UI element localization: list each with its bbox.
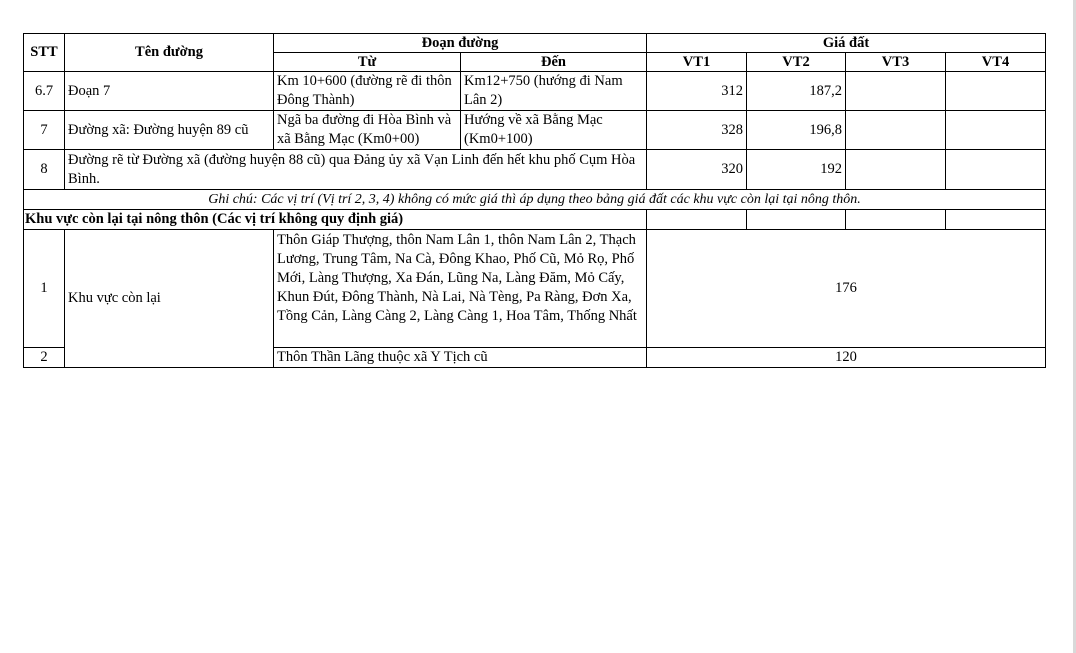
row-vt2: 192 — [747, 150, 846, 190]
header-doan-duong: Đoạn đường — [274, 34, 647, 53]
header-tu: Từ — [274, 53, 461, 72]
note-row — [24, 190, 1046, 210]
row-den: Hướng về xã Bằng Mạc (Km0+100) — [461, 111, 647, 150]
row-price: 176 — [647, 230, 1046, 348]
row-tu: Ngã ba đường đi Hòa Bình và xã Bằng Mạc (Km0+00) — [274, 111, 461, 150]
row-stt: 7 — [24, 111, 65, 150]
note-text: Ghi chú: Các vị trí (Vị trí 2, 3, 4) không có mức giá thì áp dụng theo bảng giá đất các khu vực còn lại tại nông thôn. — [24, 190, 1046, 210]
row-den: Km12+750 (hướng đi Nam Lân 2) — [461, 72, 647, 111]
header-den: Đến — [461, 53, 647, 72]
row-ten-duong: Đoạn 7 — [65, 72, 274, 111]
header-row-1 — [24, 34, 1046, 53]
header-stt: STT — [24, 34, 65, 72]
row-vt4 — [946, 150, 1046, 190]
row-price: 120 — [647, 348, 1046, 368]
section-title: Khu vực còn lại tại nông thôn (Các vị trí không quy định giá) — [24, 210, 647, 230]
row-vt4 — [946, 72, 1046, 111]
row-vt1: 328 — [647, 111, 747, 150]
row-vt3 — [846, 72, 946, 111]
row-ten-duong: Đường rẽ từ Đường xã (đường huyện 88 cũ) qua Đảng ủy xã Vạn Linh đến hết khu phố Cụm Hòa Bình. — [65, 150, 647, 190]
row-vt3 — [846, 111, 946, 150]
row-description: Thôn Giáp Thượng, thôn Nam Lân 1, thôn Nam Lân 2, Thạch Lương, Trung Tâm, Na Cà, Đông Khao, Phố Cũ, Mỏ Rọ, Phố Mới, Làng Thượng, Xa Đán, Lũng Na, Làng Đăm, Mỏ Cấy, Khun Đút, Đông Thành, Nà Lai, Nà Tèng, Pa Ràng, Đơn Xa, Tồng Cản, Làng Càng 2, Làng Càng 1, Hoa Tâm, Thống Nhất — [274, 230, 647, 348]
table-row — [24, 230, 1046, 348]
row-vt2: 187,2 — [747, 72, 846, 111]
row-vt1: 320 — [647, 150, 747, 190]
section-vt3-empty — [846, 210, 946, 230]
header-vt1: VT1 — [647, 53, 747, 72]
section-header-row — [24, 210, 1046, 230]
row-vt4 — [946, 111, 1046, 150]
section-vt4-empty — [946, 210, 1046, 230]
section-vt1-empty — [647, 210, 747, 230]
header-ten-duong: Tên đường — [65, 34, 274, 72]
row-ten-duong: Đường xã: Đường huyện 89 cũ — [65, 111, 274, 150]
header-vt3: VT3 — [846, 53, 946, 72]
row-stt: 8 — [24, 150, 65, 190]
header-vt2: VT2 — [747, 53, 846, 72]
row-description: Thôn Thần Lãng thuộc xã Y Tịch cũ — [274, 348, 647, 368]
land-price-table — [23, 33, 1046, 368]
header-vt4: VT4 — [946, 53, 1046, 72]
table-row — [24, 150, 1046, 190]
section-vt2-empty — [747, 210, 846, 230]
row-stt: 2 — [24, 348, 65, 368]
table-row — [24, 111, 1046, 150]
row-stt: 1 — [24, 230, 65, 348]
table-row — [24, 72, 1046, 111]
row-tu: Km 10+600 (đường rẽ đi thôn Đông Thành) — [274, 72, 461, 111]
row-vt3 — [846, 150, 946, 190]
header-gia-dat: Giá đất — [647, 34, 1046, 53]
row-stt: 6.7 — [24, 72, 65, 111]
row-vt1: 312 — [647, 72, 747, 111]
section-label: Khu vực còn lại — [65, 230, 274, 368]
row-vt2: 196,8 — [747, 111, 846, 150]
